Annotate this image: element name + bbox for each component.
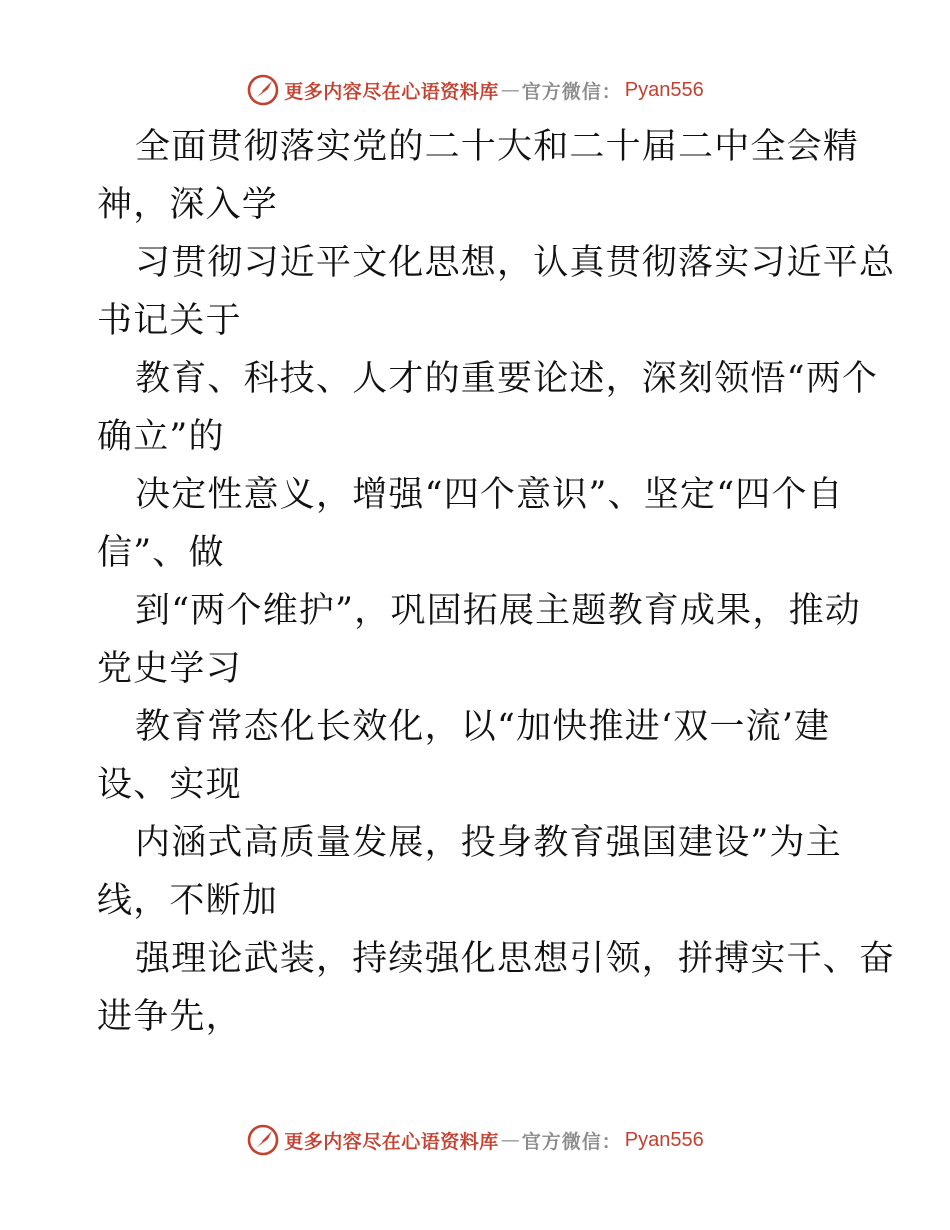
text-line: 内涵式高质量发展，投身教育强国建设”为主 [135, 823, 842, 863]
banner-brand-text: 更多内容尽在心语资料库 [284, 1130, 499, 1153]
text-line: 教育常态化长效化，以“加快推进‘双一流’建 [135, 707, 831, 747]
text-line: 确立”的 [97, 417, 225, 457]
text-line: 全面贯彻落实党的二十大和二十届二中全会精 [135, 127, 860, 167]
text-line: 强理论武装，持续强化思想引领，拼搏实干、奋 [135, 939, 896, 979]
text-line: 到“两个维护”，巩固拓展主题教育成果，推动 [135, 591, 861, 631]
banner-brand-text: 更多内容尽在心语资料库 [284, 80, 499, 103]
quill-pen-icon [246, 73, 280, 107]
banner-dash: — [500, 79, 520, 101]
text-line: 设、实现 [97, 765, 242, 805]
text-line: 决定性意义，增强“四个意识”、坚定“四个自 [135, 475, 844, 515]
banner-colon: ： [601, 1130, 621, 1153]
text-line: 信”、做 [97, 533, 225, 573]
quill-pen-icon [246, 1123, 280, 1157]
text-line: 进争先， [97, 997, 242, 1037]
banner-colon: ： [601, 80, 621, 103]
footer-banner [0, 1120, 950, 1160]
text-line: 党史学习 [97, 649, 242, 689]
header-banner [0, 70, 950, 110]
banner-label: 官方微信 [521, 80, 602, 103]
text-line: 教育、科技、人才的重要论述，深刻领悟“两个 [135, 359, 879, 399]
text-line: 书记关于 [97, 301, 242, 341]
banner-wechat-id: Pyan556 [624, 78, 704, 101]
text-line: 习贯彻习近平文化思想，认真贯彻落实习近平总 [135, 243, 896, 283]
text-line: 线，不断加 [97, 881, 279, 921]
text-line: 神，深入学 [97, 185, 279, 225]
banner-dash: — [500, 1129, 520, 1151]
document-body [97, 118, 896, 1046]
banner-label: 官方微信 [521, 1130, 602, 1153]
banner-wechat-id: Pyan556 [624, 1128, 704, 1151]
